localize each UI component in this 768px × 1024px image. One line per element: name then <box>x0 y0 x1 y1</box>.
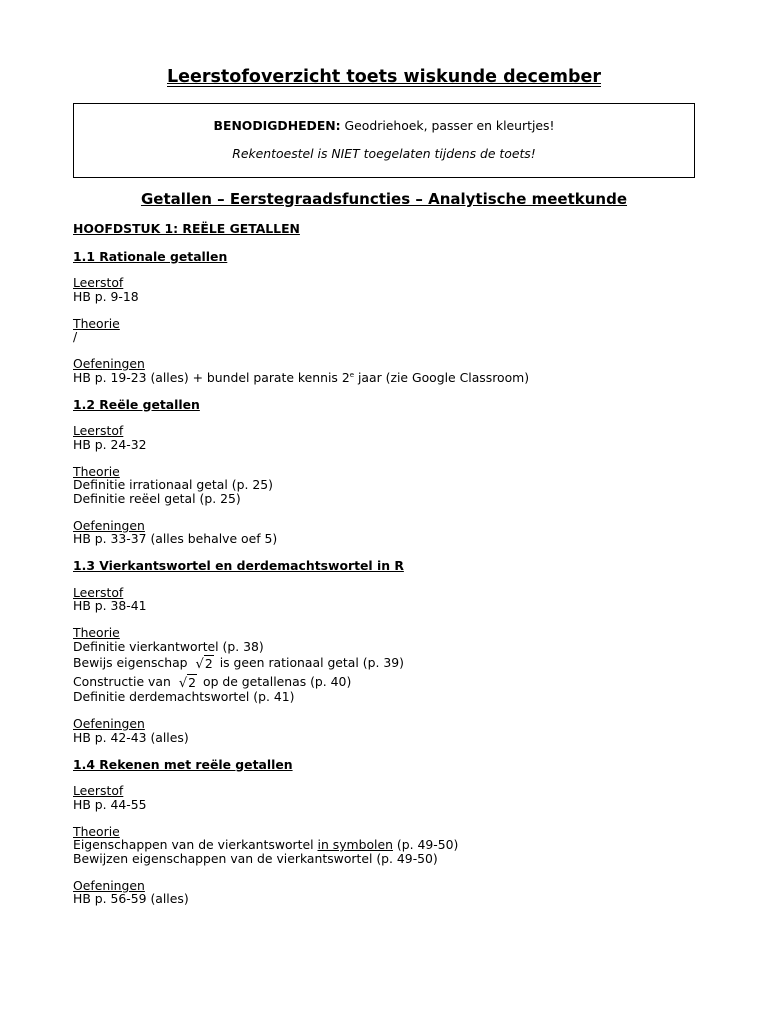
leerstof-label: Leerstof <box>73 584 124 600</box>
leerstof-block-1-2 <box>73 424 713 451</box>
requirements-line <box>74 119 694 133</box>
leerstof-block-1-4 <box>73 784 713 811</box>
theorie-text-a: Constructie van <box>73 673 171 689</box>
leerstof-block-1-3 <box>73 586 713 613</box>
theorie-text-b: is geen rationaal getal (p. 39) <box>219 655 404 670</box>
theorie-item: Definitie irrationaal getal (p. 25) <box>73 477 273 492</box>
oefeningen-label: Oefeningen <box>73 716 145 731</box>
leerstof-value: HB p. 38-41 <box>73 598 147 613</box>
radical-sign: √ <box>178 675 188 691</box>
theorie-block-1-4 <box>73 825 713 866</box>
theorie-text-a: Bewijs eigenschap <box>73 655 188 670</box>
leerstof-label: Leerstof <box>73 423 124 438</box>
theorie-label: Theorie <box>73 463 120 479</box>
theorie-text-a: Eigenschappen van de vierkantswortel <box>73 837 318 852</box>
requirements-box <box>73 103 695 178</box>
requirements-text: Geodriehoek, passer en kleurtjes! <box>340 118 555 133</box>
theorie-item <box>73 656 713 672</box>
leerstof-block-1-1 <box>73 276 713 303</box>
theorie-item: Bewijzen eigenschappen van de vierkantswortel (p. 49-50) <box>73 850 438 866</box>
theorie-item: Definitie reëel getal (p. 25) <box>73 490 241 506</box>
radicand: 2 <box>188 674 196 690</box>
oefeningen-text-b: jaar (zie Google Classroom) <box>354 369 530 385</box>
theorie-emphasis: in symbolen <box>317 837 393 852</box>
topics-subtitle: Getallen – Eerstegraadsfuncties – Analytische meetkunde <box>140 190 628 208</box>
section-heading-1-3: 1.3 Vierkantswortel en derdemachtswortel in R <box>73 558 404 573</box>
oefeningen-block-1-2 <box>73 519 713 546</box>
theorie-item: Definitie derdemachtswortel (p. 41) <box>73 689 295 704</box>
calculator-note: Rekentoestel is NIET toegelaten tijdens de toets! <box>232 146 536 161</box>
theorie-text-b: op de getallenas (p. 40) <box>203 673 352 689</box>
leerstof-value: HB p. 9-18 <box>73 288 139 304</box>
radical-sign: √ <box>195 657 204 672</box>
section-heading-1-1: 1.1 Rationale getallen <box>73 248 228 264</box>
theorie-block-1-3 <box>73 626 713 704</box>
theorie-block-1-1 <box>73 317 713 344</box>
theorie-label: Theorie <box>73 625 120 640</box>
square-root-2 <box>179 676 197 691</box>
theorie-item: Definitie vierkantwortel (p. 38) <box>73 638 264 654</box>
theorie-item <box>73 838 713 852</box>
oefeningen-block-1-4 <box>73 879 713 906</box>
section-heading-1-4: 1.4 Rekenen met reële getallen <box>73 756 293 772</box>
oefeningen-value <box>73 371 713 385</box>
section-heading-1-2: 1.2 Reële getallen <box>73 396 200 412</box>
oefeningen-value: HB p. 42-43 (alles) <box>73 729 189 745</box>
theorie-item <box>73 675 713 691</box>
leerstof-value: HB p. 24-32 <box>73 436 147 452</box>
theorie-value: / <box>73 329 78 344</box>
theorie-label: Theorie <box>73 315 120 331</box>
leerstof-label: Leerstof <box>73 783 124 798</box>
ordinal-superscript: e <box>349 370 355 379</box>
theorie-text-b: (p. 49-50) <box>392 837 459 852</box>
oefeningen-label: Oefeningen <box>73 877 145 893</box>
requirements-label: BENODIGDHEDEN: <box>213 118 341 133</box>
oefeningen-text-a: HB p. 19-23 (alles) + bundel parate kennis 2 <box>73 369 350 385</box>
oefeningen-block-1-3 <box>73 717 713 744</box>
document-title: Leerstofoverzicht toets wiskunde december <box>167 67 601 87</box>
oefeningen-label: Oefeningen <box>73 356 145 371</box>
oefeningen-block-1-1 <box>73 357 713 384</box>
chapter-heading: HOOFDSTUK 1: REËLE GETALLEN <box>73 221 300 236</box>
square-root-2 <box>196 657 214 672</box>
oefeningen-label: Oefeningen <box>73 517 145 533</box>
leerstof-label: Leerstof <box>73 275 124 290</box>
oefeningen-value: HB p. 56-59 (alles) <box>73 891 189 906</box>
content <box>73 222 713 919</box>
theorie-block-1-2 <box>73 465 713 506</box>
oefeningen-value: HB p. 33-37 (alles behalve oef 5) <box>73 531 278 546</box>
leerstof-value: HB p. 44-55 <box>73 796 147 812</box>
radicand: 2 <box>204 656 213 671</box>
theorie-label: Theorie <box>73 823 120 839</box>
